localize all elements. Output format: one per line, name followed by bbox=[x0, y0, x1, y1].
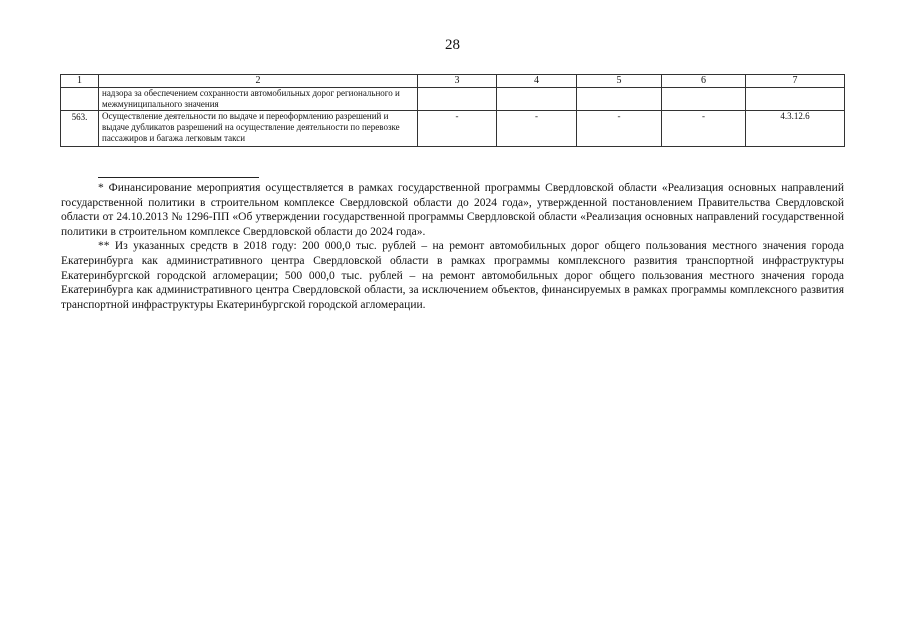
row-value-cell bbox=[577, 88, 662, 111]
column-header: 1 bbox=[61, 75, 99, 88]
row-value-cell: - bbox=[497, 111, 577, 147]
page-number: 28 bbox=[445, 37, 460, 53]
table-row bbox=[61, 88, 845, 111]
table-row bbox=[61, 111, 845, 147]
row-number-cell: 563. bbox=[61, 111, 99, 147]
column-header: 6 bbox=[662, 75, 746, 88]
table-header-row bbox=[61, 75, 845, 88]
footnote-2: ** Из указанных средств в 2018 году: 200 000,0 тыс. рублей – на ремонт автомобильных дорог общего пользования местного значения города Екатеринбурга как административного центра Свердловской области в рамках программы комплексного развития транспортной инфраструктуры Екатеринбургской городской агломерации; 500 000,0 тыс. рублей – на ремонт автомобильных дорог общего пользования местного значения города Екатеринбурга как административного центра Свердловской области, за исключением объектов, финансируемых в рамках программы комплексного развития транспортной инфраструктуры Екатеринбургской городской агломерации. bbox=[61, 240, 844, 311]
row-text-cell: надзора за обеспечением сохранности автомобильных дорог регионального и межмуниципального значения bbox=[99, 88, 418, 111]
row-value-cell bbox=[746, 88, 845, 111]
row-value-cell bbox=[662, 88, 746, 111]
column-header: 2 bbox=[99, 75, 418, 88]
measures-table bbox=[60, 74, 845, 147]
footnote-1: * Финансирование мероприятия осуществляется в рамках государственной программы Свердловской области «Реализация основных направлений государственной политики в строительном комплексе Свердловской области до 2024 года», утвержденной постановлением Правительства Свердловской области от 24.10.2013 № 1296-ПП «Об утверждении государственной программы Свердловской области «Реализация основных направлений государственной политики в строительном комплексе Свердловской области до 2024 года». bbox=[61, 182, 844, 238]
row-value-cell: - bbox=[577, 111, 662, 147]
column-header: 4 bbox=[497, 75, 577, 88]
footnote-divider bbox=[98, 177, 259, 178]
row-value-cell: 4.3.12.6 bbox=[746, 111, 845, 147]
row-value-cell bbox=[418, 88, 497, 111]
row-value-cell: - bbox=[662, 111, 746, 147]
row-number-cell bbox=[61, 88, 99, 111]
row-text-cell: Осуществление деятельности по выдаче и переоформлению разрешений и выдаче дубликатов разрешений на осуществление деятельности по перевозке пассажиров и багажа легковым такси bbox=[99, 111, 418, 147]
column-header: 7 bbox=[746, 75, 845, 88]
row-value-cell: - bbox=[418, 111, 497, 147]
column-header: 5 bbox=[577, 75, 662, 88]
footnotes-block bbox=[61, 181, 844, 312]
column-header: 3 bbox=[418, 75, 497, 88]
row-value-cell bbox=[497, 88, 577, 111]
